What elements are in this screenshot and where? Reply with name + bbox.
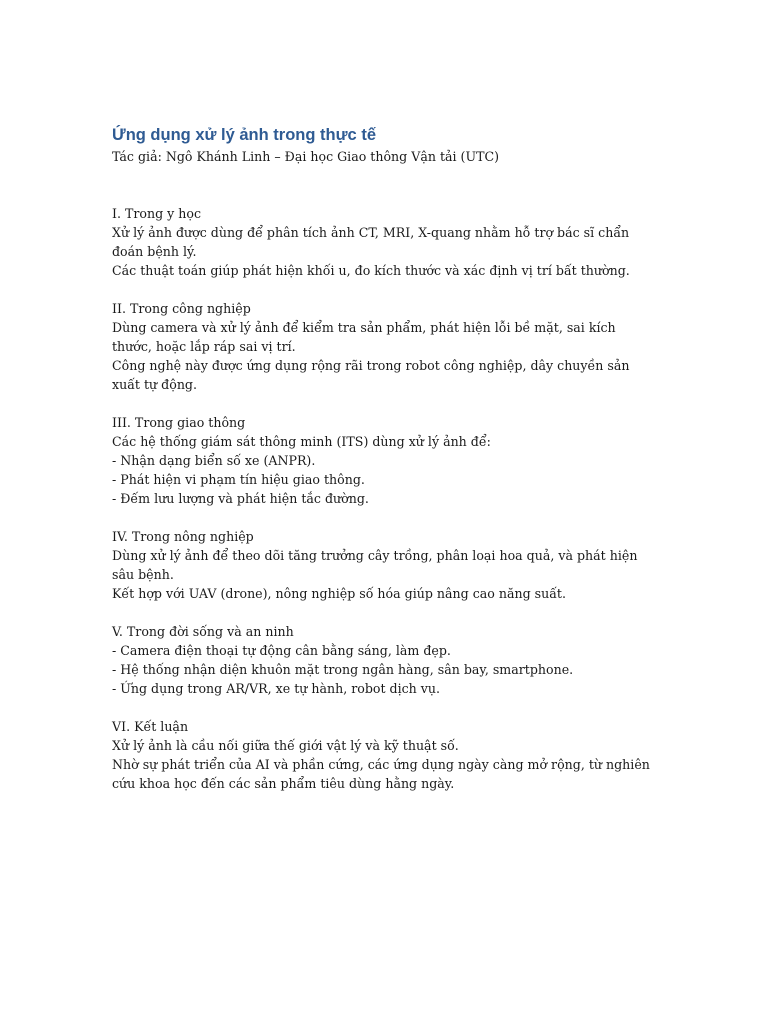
paragraph: Dùng camera và xử lý ảnh để kiểm tra sản phẩm, phát hiện lỗi bề mặt, sai kích thước, hoặc lắp ráp sai vị trí. <box>112 320 616 354</box>
paragraph: Xử lý ảnh được dùng để phân tích ảnh CT, MRI, X-quang nhằm hỗ trợ bác sĩ chẩn đoán bệnh lý. <box>112 225 630 259</box>
section-agriculture <box>112 527 652 603</box>
section-heading: II. Trong công nghiệp <box>112 301 251 316</box>
section-transport <box>112 413 652 508</box>
list-item: - Camera điện thoại tự động cân bằng sáng, làm đẹp. <box>112 643 451 658</box>
section-medicine <box>112 204 652 280</box>
document-body <box>112 123 652 793</box>
list-item: - Phát hiện vi phạm tín hiệu giao thông. <box>112 472 365 487</box>
paragraph: Nhờ sự phát triển của AI và phần cứng, các ứng dụng ngày càng mở rộng, từ nghiên cứu khoa học đến các sản phẩm tiêu dùng hằng ngày. <box>112 757 650 791</box>
paragraph: Dùng xử lý ảnh để theo dõi tăng trưởng cây trồng, phân loại hoa quả, và phát hiện sâu bệnh. <box>112 548 638 582</box>
spacer <box>112 166 652 204</box>
paragraph: Kết hợp với UAV (drone), nông nghiệp số hóa giúp nâng cao năng suất. <box>112 586 566 601</box>
list-item: - Hệ thống nhận diện khuôn mặt trong ngân hàng, sân bay, smartphone. <box>112 662 574 677</box>
section-heading: I. Trong y học <box>112 206 202 221</box>
list-item: - Nhận dạng biển số xe (ANPR). <box>112 453 316 468</box>
paragraph: Công nghệ này được ứng dụng rộng rãi trong robot công nghiệp, dây chuyền sản xuất tự động. <box>112 358 630 392</box>
section-heading: VI. Kết luận <box>112 719 189 734</box>
paragraph: Các hệ thống giám sát thông minh (ITS) dùng xử lý ảnh để: <box>112 434 491 449</box>
document-title: Ứng dụng xử lý ảnh trong thực tế <box>112 126 376 144</box>
section-heading: V. Trong đời sống và an ninh <box>112 624 294 639</box>
list-item: - Ứng dụng trong AR/VR, xe tự hành, robot dịch vụ. <box>112 681 441 696</box>
section-heading: IV. Trong nông nghiệp <box>112 529 254 544</box>
section-heading: III. Trong giao thông <box>112 415 246 430</box>
paragraph: Các thuật toán giúp phát hiện khối u, đo kích thước và xác định vị trí bất thường. <box>112 263 630 278</box>
section-daily-life-security <box>112 622 652 698</box>
section-conclusion <box>112 717 652 793</box>
author-line: Tác giả: Ngô Khánh Linh – Đại học Giao thông Vận tải (UTC) <box>112 149 500 164</box>
list-item: - Đếm lưu lượng và phát hiện tắc đường. <box>112 491 369 506</box>
section-industry <box>112 299 652 394</box>
paragraph: Xử lý ảnh là cầu nối giữa thế giới vật lý và kỹ thuật số. <box>112 738 459 753</box>
